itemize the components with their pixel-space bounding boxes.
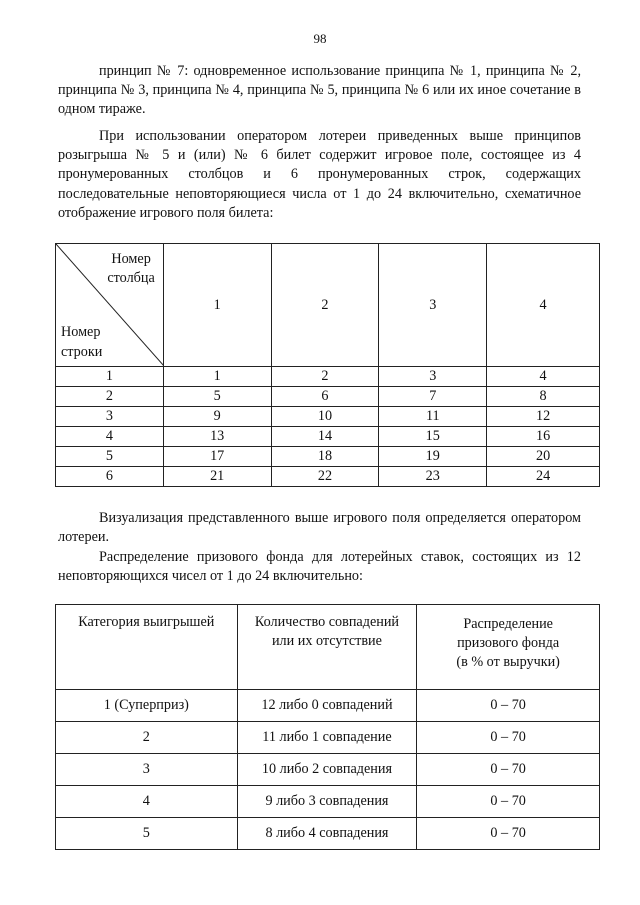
header-category: Категория выигрышей — [56, 605, 238, 690]
header-distribution: Распределение призового фонда (в % от выручки) — [417, 605, 600, 690]
category-cell: 4 — [56, 786, 238, 818]
paragraph-prize-distribution: Распределение призового фонда для лотерейных ставок, состоящих из 12 неповторяющихся чисел от 1 до 24 включительно: — [58, 549, 581, 585]
table-row — [56, 690, 600, 722]
table-cell: 8 — [487, 387, 600, 407]
table-cell: 12 — [487, 407, 600, 427]
table-cell: 6 — [271, 387, 379, 407]
table-cell: 14 — [271, 427, 379, 447]
row-number: 4 — [56, 427, 164, 447]
paragraph-principle-7: принцип № 7: одновременное использование принципа № 1, принципа № 2, принципа № 3, принципа № 4, принципа № 5, принципа № 6 или их иное сочетание в одном тираже. — [58, 63, 581, 118]
category-cell: 2 — [56, 722, 238, 754]
column-header: 1 — [163, 244, 271, 367]
table-row — [56, 786, 600, 818]
table-cell: 5 — [163, 387, 271, 407]
column-header: 3 — [379, 244, 487, 367]
corner-header-cell — [56, 244, 164, 367]
table-row — [56, 467, 600, 487]
table-cell: 17 — [163, 447, 271, 467]
table-cell: 15 — [379, 427, 487, 447]
distribution-cell: 0 – 70 — [417, 818, 600, 850]
table-row — [56, 427, 600, 447]
row-number: 3 — [56, 407, 164, 427]
table-cell: 11 — [379, 407, 487, 427]
table-row — [56, 407, 600, 427]
table-cell: 21 — [163, 467, 271, 487]
category-cell: 1 (Суперприз) — [56, 690, 238, 722]
table-cell: 16 — [487, 427, 600, 447]
category-cell: 5 — [56, 818, 238, 850]
row-number: 2 — [56, 387, 164, 407]
table-row — [56, 387, 600, 407]
header-matches: Количество совпадений или их отсутствие — [237, 605, 417, 690]
column-number-label: Номер столбца — [107, 251, 155, 286]
prize-header-row — [56, 605, 600, 690]
column-header: 4 — [487, 244, 600, 367]
table-row — [56, 722, 600, 754]
matches-cell: 9 либо 3 совпадения — [237, 786, 417, 818]
table-row — [56, 367, 600, 387]
row-number: 6 — [56, 467, 164, 487]
page-number: 98 — [313, 31, 327, 46]
game-field-header-row — [56, 244, 600, 367]
table-cell: 23 — [379, 467, 487, 487]
table-row — [56, 818, 600, 850]
row-number: 5 — [56, 447, 164, 467]
matches-cell: 10 либо 2 совпадения — [237, 754, 417, 786]
column-header: 2 — [271, 244, 379, 367]
paragraph-visualization: Визуализация представленного выше игрового поля определяется оператором лотереи. — [58, 510, 581, 546]
table-cell: 4 — [487, 367, 600, 387]
table-cell: 18 — [271, 447, 379, 467]
matches-cell: 12 либо 0 совпадений — [237, 690, 417, 722]
distribution-cell: 0 – 70 — [417, 690, 600, 722]
table-cell: 22 — [271, 467, 379, 487]
table-cell: 1 — [163, 367, 271, 387]
table-cell: 19 — [379, 447, 487, 467]
distribution-cell: 0 – 70 — [417, 786, 600, 818]
prize-fund-table — [55, 604, 600, 850]
table-cell: 7 — [379, 387, 487, 407]
table-cell: 2 — [271, 367, 379, 387]
table-cell: 10 — [271, 407, 379, 427]
table-cell: 20 — [487, 447, 600, 467]
row-number-label: Номер строки — [61, 324, 103, 360]
category-cell: 3 — [56, 754, 238, 786]
table-cell: 9 — [163, 407, 271, 427]
table-cell: 13 — [163, 427, 271, 447]
table-cell: 24 — [487, 467, 600, 487]
distribution-cell: 0 – 70 — [417, 722, 600, 754]
game-field-table — [55, 243, 600, 487]
row-number: 1 — [56, 367, 164, 387]
matches-cell: 8 либо 4 совпадения — [237, 818, 417, 850]
table-row — [56, 447, 600, 467]
distribution-cell: 0 – 70 — [417, 754, 600, 786]
matches-cell: 11 либо 1 совпадение — [237, 722, 417, 754]
table-cell: 3 — [379, 367, 487, 387]
table-row — [56, 754, 600, 786]
paragraph-game-field: При использовании оператором лотереи приведенных выше принципов розыгрыша № 5 и (или) № 6 билет содержит игровое поле, состоящее из 4 пронумерованных столбцов и 6 пронумерованных строк, содержащих последовательные неповторяющиеся числа от 1 до 24 включительно, схематичное отображение игрового поля билета: — [58, 128, 581, 221]
